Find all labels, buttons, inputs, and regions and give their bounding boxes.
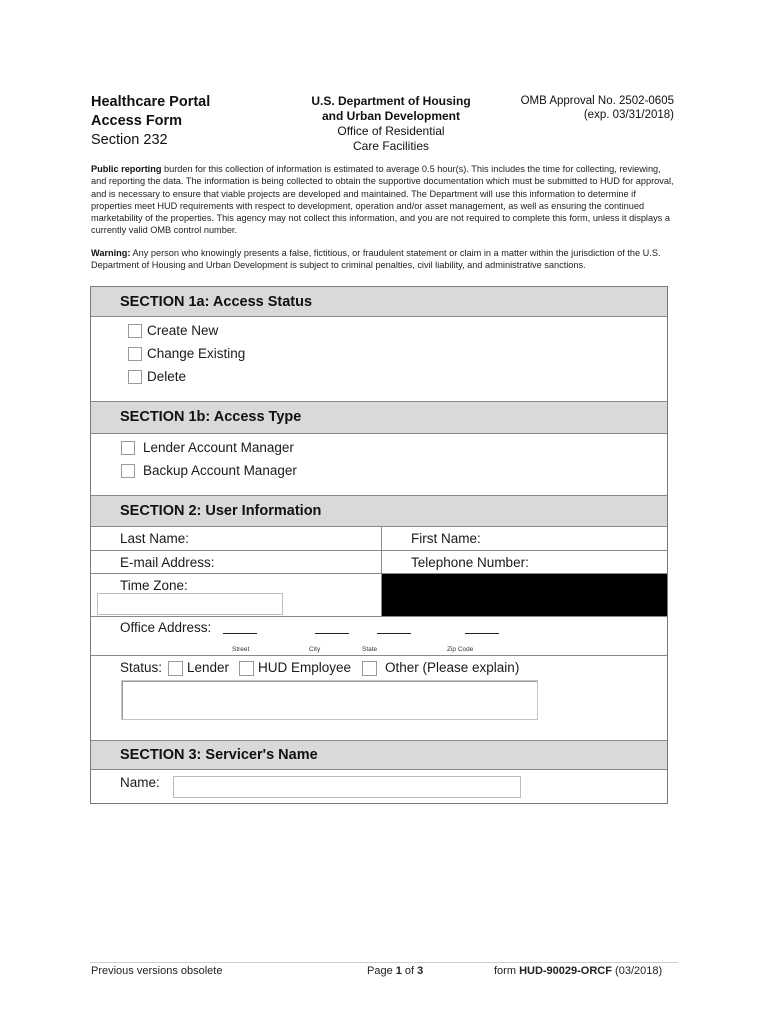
change-existing-label: Change Existing xyxy=(147,346,246,361)
public-reporting-text: burden for this collection of information is estimated to average 0.5 hour(s). This includes the time for collecting, reviewing, and reporting the data. The information is being collected to obtain the supportive documentation which must be submitted to HUD for approval, and is necessary to ensure that viable projects are developed and maintained. The Department will use this information to determine if properties meet HUD requirements with respect to development, operation and/or asset management, as well as ensuring the continued marketability of the properties. This agency may not collect this information, and you are not required to complete this form, unless it displays a currently valid OMB control number. xyxy=(91,164,674,236)
dept-line-2: and Urban Development xyxy=(321,109,461,123)
hud-employee-checkbox[interactable] xyxy=(239,661,254,676)
form-number: HUD-90029-ORCF xyxy=(519,965,612,977)
servicer-name-label: Name: xyxy=(120,775,160,790)
last-name-label: Last Name: xyxy=(120,531,190,546)
office-address-label: Office Address: xyxy=(120,620,212,635)
section-1a-heading: SECTION 1a: Access Status xyxy=(91,287,667,317)
dept-line-4: Care Facilities xyxy=(352,139,430,153)
other-explain-field[interactable] xyxy=(121,680,538,720)
footer-page-number xyxy=(367,965,423,977)
backup-account-manager-label: Backup Account Manager xyxy=(143,463,297,478)
form-prefix: form xyxy=(494,965,520,977)
page-of: of xyxy=(401,965,418,977)
hud-employee-label: HUD Employee xyxy=(258,660,352,675)
state-blank[interactable] xyxy=(377,621,411,634)
other-status-label: Other (Please explain) xyxy=(385,660,520,675)
dept-line-3: Office of Residential xyxy=(337,124,445,138)
footer-divider xyxy=(90,962,678,963)
omb-number: OMB Approval No. 2502-0605 xyxy=(520,95,674,107)
lender-status-label: Lender xyxy=(187,660,230,675)
row-divider-1 xyxy=(91,550,667,551)
email-label: E-mail Address: xyxy=(120,555,215,570)
street-blank[interactable] xyxy=(223,621,257,634)
public-reporting-notice xyxy=(91,163,677,237)
section-2-heading: SECTION 2: User Information xyxy=(91,495,667,527)
section-3-heading: SECTION 3: Servicer's Name xyxy=(91,740,667,770)
warning-label: Warning: xyxy=(91,248,131,258)
dept-line-1: U.S. Department of Housing xyxy=(311,94,471,108)
zip-blank[interactable] xyxy=(465,621,499,634)
time-zone-field[interactable] xyxy=(97,593,283,615)
backup-account-manager-checkbox[interactable] xyxy=(121,464,135,478)
row-divider-3 xyxy=(91,616,667,617)
section-1b-heading: SECTION 1b: Access Type xyxy=(91,401,667,434)
omb-expiration: (exp. 03/31/2018) xyxy=(583,109,674,121)
city-caption: City xyxy=(309,646,321,653)
form-date: (03/2018) xyxy=(611,965,663,977)
lender-status-checkbox[interactable] xyxy=(168,661,183,676)
footer-obsolete-note: Previous versions obsolete xyxy=(91,965,223,977)
form-title xyxy=(91,93,210,150)
create-new-checkbox[interactable] xyxy=(128,324,142,338)
change-existing-checkbox[interactable] xyxy=(128,347,142,361)
state-caption: State xyxy=(362,646,378,653)
omb-approval xyxy=(470,94,674,122)
page-current: 1 xyxy=(395,965,402,977)
status-label: Status: xyxy=(120,660,163,675)
warning-text: Any person who knowingly presents a false, fictitious, or fraudulent statement or claim in a matter within the jurisdiction of the U.S. Department of Housing and Urban Development is subject to criminal penalties, civil liability, and administrative sanctions. xyxy=(91,248,661,271)
row-divider-4 xyxy=(91,655,667,656)
time-zone-label: Time Zone: xyxy=(120,578,188,593)
lender-account-manager-label: Lender Account Manager xyxy=(143,440,294,455)
department-heading xyxy=(300,94,482,154)
page-total: 3 xyxy=(417,965,424,977)
title-line-2: Access Form xyxy=(91,113,183,129)
title-line-3: Section 232 xyxy=(91,132,168,148)
redacted-block xyxy=(382,574,667,616)
footer-form-id xyxy=(494,965,662,977)
street-caption: Street xyxy=(232,646,250,653)
city-blank[interactable] xyxy=(315,621,349,634)
page-prefix: Page xyxy=(367,965,396,977)
zip-caption: Zip Code xyxy=(447,646,474,653)
warning-notice xyxy=(91,247,677,272)
title-line-1: Healthcare Portal xyxy=(91,94,211,110)
first-name-label: First Name: xyxy=(411,531,481,546)
delete-checkbox[interactable] xyxy=(128,370,142,384)
servicer-name-field[interactable] xyxy=(173,776,521,798)
public-reporting-label: Public reporting xyxy=(91,164,162,174)
telephone-label: Telephone Number: xyxy=(411,555,529,570)
other-status-checkbox[interactable] xyxy=(362,661,377,676)
create-new-label: Create New xyxy=(147,323,219,338)
delete-label: Delete xyxy=(147,369,187,384)
form-box xyxy=(90,286,668,804)
lender-account-manager-checkbox[interactable] xyxy=(121,441,135,455)
